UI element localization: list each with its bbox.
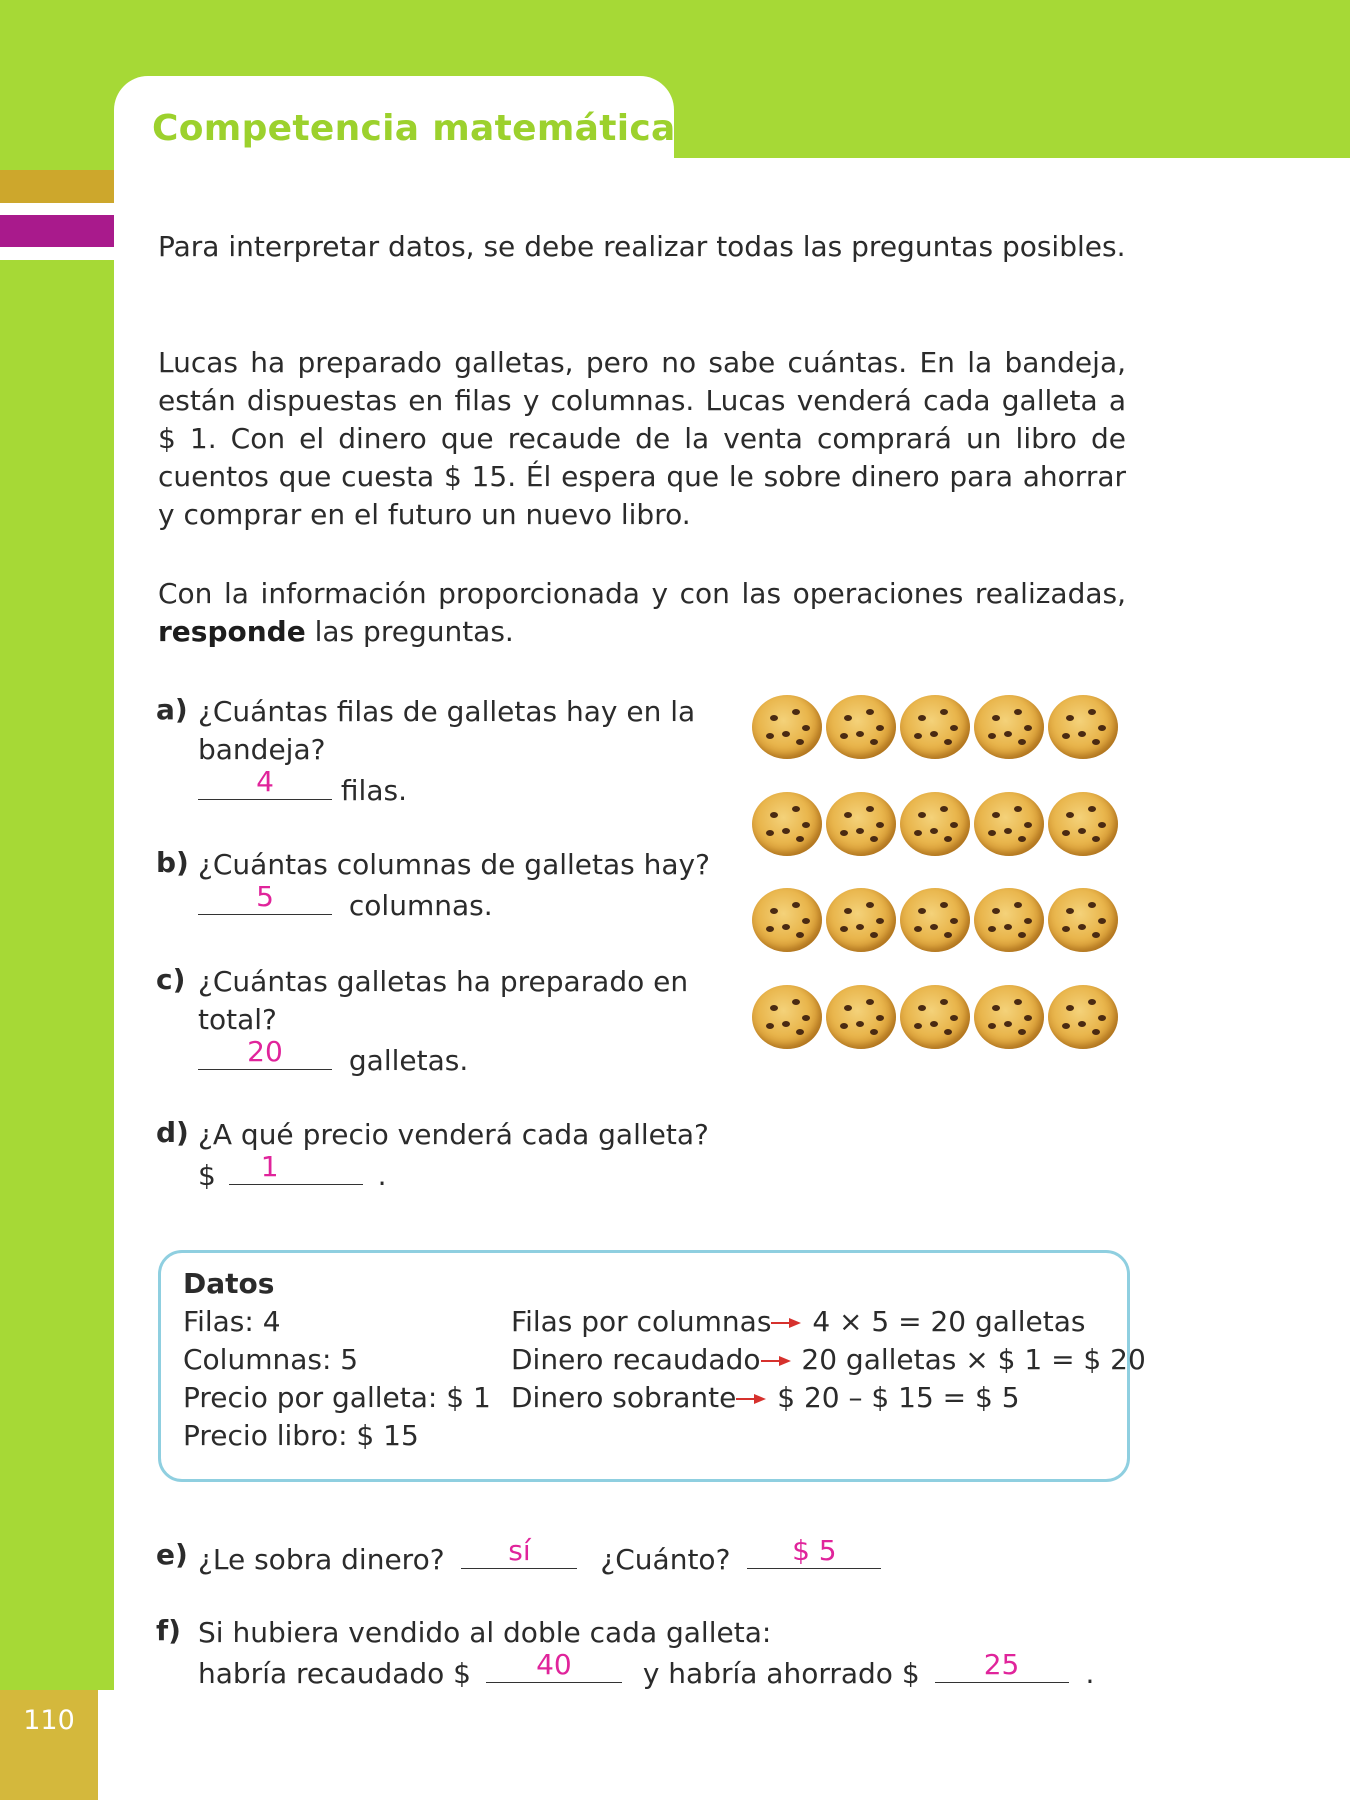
question-a-text: bandeja? xyxy=(198,733,326,766)
cookie-icon xyxy=(900,695,970,759)
answer-blank[interactable] xyxy=(461,1534,577,1569)
cookie-icon xyxy=(826,792,896,856)
arrow-right-icon xyxy=(771,1318,803,1328)
operation-calc: 4 × 5 = 20 galletas xyxy=(812,1305,1086,1338)
answer-blank[interactable] xyxy=(935,1648,1069,1683)
gold-stripe xyxy=(0,170,114,203)
cookie-icon xyxy=(826,985,896,1049)
arrow-right-icon xyxy=(736,1394,768,1404)
stripe-gap xyxy=(0,247,114,260)
question-e-text2: ¿Cuánto? xyxy=(600,1543,731,1576)
answer-blank[interactable] xyxy=(198,1035,332,1070)
cookie-icon xyxy=(752,985,822,1049)
datos-box xyxy=(158,1250,1146,1482)
question-c-answer-line xyxy=(198,1035,469,1080)
datos-operation xyxy=(511,1343,1146,1376)
answer-blank[interactable] xyxy=(747,1534,881,1569)
cookie-row xyxy=(752,888,1124,960)
answer-value: 5 xyxy=(256,880,274,913)
answer-suffix: galletas. xyxy=(348,1044,469,1077)
datos-title: Datos xyxy=(183,1267,275,1300)
cookie-icon xyxy=(1048,792,1118,856)
section-title: Competencia matemática xyxy=(152,108,676,149)
answer-value: 25 xyxy=(983,1648,1020,1681)
cookie-icon xyxy=(1048,695,1118,759)
answer-value: 1 xyxy=(260,1150,279,1183)
answer-value: sí xyxy=(508,1534,531,1567)
answer-blank[interactable] xyxy=(486,1648,622,1683)
cookie-icon xyxy=(900,792,970,856)
intro-paragraph-2: Lucas ha preparado galletas, pero no sabe cuántas. En la bandeja, están dispuestas en filas y columnas. Lucas venderá cada galleta a $ 1. Con el dinero que recaude de la venta comprará un libro de cuentos que cuesta $ 15. Él espera que le sobre dinero para ahorrar y comprar en el futuro un nuevo libro. xyxy=(158,346,1126,531)
page-number: 110 xyxy=(23,1705,75,1736)
cookie-icon xyxy=(900,888,970,952)
question-a-label: a) xyxy=(156,693,188,726)
answer-suffix: . xyxy=(377,1159,387,1192)
answer-value: 20 xyxy=(247,1035,283,1068)
cookie-icon xyxy=(974,792,1044,856)
paragraph-text: las preguntas. xyxy=(305,615,514,648)
question-d-answer-line xyxy=(198,1150,387,1195)
operation-label: Filas por columnas xyxy=(511,1305,772,1338)
datos-item: Precio por galleta: $ 1 xyxy=(183,1381,491,1414)
cookie-row xyxy=(752,695,1124,767)
datos-item: Columnas: 5 xyxy=(183,1343,359,1376)
cookie-icon xyxy=(826,888,896,952)
cookie-icon xyxy=(1048,985,1118,1049)
paragraph-text: Con la información proporcionada y con las operaciones realizadas, xyxy=(158,577,1126,610)
datos-item: Filas: 4 xyxy=(183,1305,281,1338)
intro-paragraph-3 xyxy=(158,575,1126,651)
question-d-text: ¿A qué precio venderá cada galleta? xyxy=(198,1118,709,1151)
cookie-icon xyxy=(826,695,896,759)
answer-value: 40 xyxy=(536,1648,572,1681)
operation-calc: $ 20 – $ 15 = $ 5 xyxy=(777,1381,1020,1414)
answer-suffix: . xyxy=(1085,1657,1095,1690)
cookie-icon xyxy=(900,985,970,1049)
question-f-label: f) xyxy=(156,1614,181,1647)
question-f-text: Si hubiera vendido al doble cada galleta: xyxy=(198,1616,772,1649)
cookie-icon xyxy=(974,985,1044,1049)
datos-item: Precio libro: $ 15 xyxy=(183,1419,419,1452)
answer-prefix: $ xyxy=(198,1159,216,1192)
cookie-icon xyxy=(752,888,822,952)
question-e-label: e) xyxy=(156,1538,188,1571)
question-c-text: ¿Cuántas galletas ha preparado en xyxy=(198,965,689,998)
question-a-text: ¿Cuántas filas de galletas hay en la xyxy=(198,695,696,728)
cookie-icon xyxy=(752,695,822,759)
question-e-text: ¿Le sobra dinero? xyxy=(198,1543,445,1576)
question-b-answer-line xyxy=(198,880,493,925)
question-c-text: total? xyxy=(198,1003,277,1036)
answer-suffix: columnas. xyxy=(348,889,493,922)
cookie-icon xyxy=(974,888,1044,952)
cookie-icon xyxy=(752,792,822,856)
question-f-text-a: habría recaudado $ xyxy=(198,1657,471,1690)
operation-calc: 20 galletas × $ 1 = $ 20 xyxy=(801,1343,1146,1376)
question-b-text: ¿Cuántas columnas de galletas hay? xyxy=(198,848,710,881)
question-c-label: c) xyxy=(156,963,186,996)
operation-label: Dinero recaudado xyxy=(511,1343,761,1376)
cookie-row xyxy=(752,792,1124,864)
magenta-stripe xyxy=(0,215,114,247)
datos-operation xyxy=(511,1305,1085,1338)
operation-label: Dinero sobrante xyxy=(511,1381,737,1414)
datos-operation xyxy=(511,1381,1020,1414)
answer-blank[interactable] xyxy=(229,1150,363,1185)
question-f-line xyxy=(198,1648,1095,1693)
question-d-label: d) xyxy=(156,1116,189,1149)
answer-blank[interactable] xyxy=(198,880,332,915)
answer-blank[interactable] xyxy=(198,765,332,800)
cookie-icon xyxy=(1048,888,1118,952)
cookie-icon xyxy=(974,695,1044,759)
question-e-line xyxy=(198,1534,881,1579)
answer-value: $ 5 xyxy=(792,1534,837,1567)
answer-value: 4 xyxy=(256,765,274,798)
answer-suffix: filas. xyxy=(340,774,407,807)
cookie-row xyxy=(752,985,1124,1057)
arrow-right-icon xyxy=(761,1356,793,1366)
question-b-label: b) xyxy=(156,846,189,879)
stripe-gap xyxy=(0,203,114,215)
question-f-text-b: y habría ahorrado $ xyxy=(642,1657,920,1690)
question-a-answer-line xyxy=(198,765,407,810)
paragraph-bold: responde xyxy=(158,615,306,648)
intro-paragraph-1: Para interpretar datos, se debe realizar todas las preguntas posibles. xyxy=(158,230,1126,263)
